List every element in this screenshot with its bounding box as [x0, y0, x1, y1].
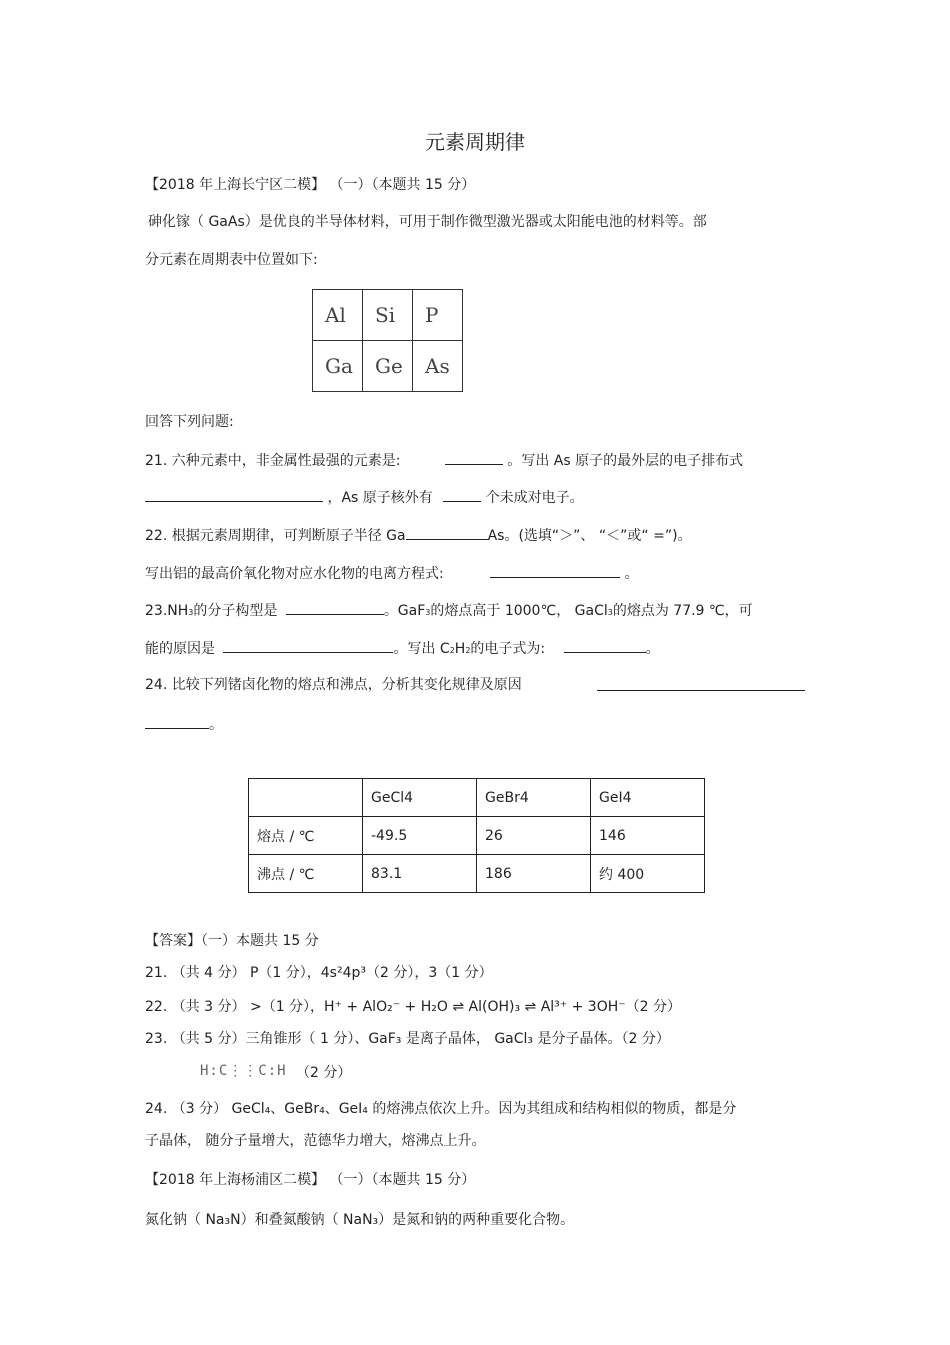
table-cell: 熔点 / ℃ [249, 817, 363, 855]
section2-intro: 氮化钠（ Na₃N）和叠氮酸钠（ NaN₃）是氮和钠的两种重要化合物。 [145, 1212, 575, 1228]
answer-header: 【答案】（一）本题共 15 分 [145, 933, 319, 949]
q21-text-a: 21. 六种元素中，非金属性最强的元素是: [145, 453, 401, 469]
answer-blank[interactable] [145, 486, 323, 502]
table-cell: 146 [591, 817, 705, 855]
q22-text-a: 22. 根据元素周期律，可判断原子半径 Ga [145, 528, 406, 544]
q23-text-g-mid: H [454, 641, 466, 657]
q21-text-b: 。写出 As 原子的最外层的电子排布式 [507, 453, 744, 469]
table-cell: 约 400 [591, 855, 705, 893]
answer-23-formula-score: （2 分） [296, 1065, 352, 1081]
answer-blank[interactable] [223, 637, 393, 653]
question-23 [145, 599, 753, 623]
question-24-cont [145, 713, 223, 735]
q23-text-h: 的电子式为: [470, 641, 546, 657]
q24-text-b: 。 [209, 717, 223, 733]
q23-text-c: 。GaF [383, 603, 426, 619]
page-title: 元素周期律 [425, 130, 525, 154]
q22-text-b: As。(选填“＞”、 “＜”或“ =”)。 [487, 528, 692, 544]
table-cell [249, 779, 363, 817]
intro-line1: 砷化镓（ GaAs）是优良的半导体材料，可用于制作微型激光器或太阳能电池的材料等。部 [148, 214, 707, 230]
q23-text-e: 的熔点为 77.9 ℃，可 [612, 603, 753, 619]
table-cell: 沸点 / ℃ [249, 855, 363, 893]
answer-23: 23. （共 5 分）三角锥形（ 1 分）、GaF₃ 是离子晶体， GaCl₃ 是分子晶体。（2 分） [145, 1031, 670, 1047]
section1-header: 【2018 年上海长宁区二模】 （一）（本题共 15 分） [145, 177, 476, 193]
germanium-halides-table [248, 778, 705, 893]
intro-line2: 分元素在周期表中位置如下: [145, 252, 318, 268]
table-row [249, 855, 705, 893]
q23-text-b: 的分子构型是 [193, 603, 278, 619]
answer-blank[interactable] [145, 713, 209, 729]
element-cell: Ga [313, 341, 363, 392]
formula-text: H:C⋮⋮C:H [200, 1063, 287, 1079]
q21-text-c: ，As 原子核外有 [327, 490, 433, 506]
question-21 [145, 449, 743, 471]
element-cell: P [413, 290, 463, 341]
question-22-cont [145, 562, 639, 584]
question-24: 24. 比较下列锗卤化物的熔点和沸点，分析其变化规律及原因 [145, 677, 522, 693]
periodic-table-excerpt [312, 289, 463, 392]
answer-blank[interactable] [443, 486, 481, 502]
answer-22: 22. （共 3 分） >（1 分），H⁺ + AlO₂⁻ + H₂O ⇌ Al(OH)₃ ⇌ Al³⁺ + 3OH⁻（2 分） [145, 999, 681, 1015]
section2-header: 【2018 年上海杨浦区二模】 （一）（本题共 15 分） [145, 1172, 476, 1188]
answer-blank[interactable] [406, 524, 488, 540]
subscript: 2 [465, 646, 471, 655]
answer-blank[interactable] [286, 599, 384, 615]
subscript: 3 [607, 608, 613, 617]
answer-blank[interactable] [445, 449, 503, 465]
periodic-row [313, 290, 463, 341]
answer-blank[interactable] [564, 637, 646, 653]
q23-text-a: 23.NH [145, 603, 189, 619]
table-cell: GeCl4 [363, 779, 477, 817]
element-cell: Si [363, 290, 413, 341]
answer-blank[interactable] [597, 675, 805, 691]
table-cell: 83.1 [363, 855, 477, 893]
element-cell: As [413, 341, 463, 392]
answer-21: 21. （共 4 分） P（1 分），4s²4p³（2 分），3（1 分） [145, 965, 493, 981]
periodic-row [313, 341, 463, 392]
table-header-row [249, 779, 705, 817]
subscript: 3 [188, 608, 194, 617]
table-cell: GeI4 [591, 779, 705, 817]
q23-text-i: 。 [645, 641, 660, 657]
q22-text-d: 。 [624, 566, 639, 582]
subscript: 2 [449, 646, 455, 655]
q23-text-g: 。写出 C [393, 641, 450, 657]
subscript: 3 [425, 608, 431, 617]
prompt-text: 回答下列问题: [145, 414, 234, 430]
question-23-cont [145, 637, 660, 661]
table-cell: 26 [477, 817, 591, 855]
element-cell: Ge [363, 341, 413, 392]
acetylene-electron-formula [200, 1063, 287, 1079]
answer-24-line1: 24. （3 分） GeCl₄、GeBr₄、GeI₄ 的熔沸点依次上升。因为其组成和结构相似的物质，都是分 [145, 1101, 737, 1117]
element-cell: Al [313, 290, 363, 341]
q21-text-d: 个未成对电子。 [485, 490, 584, 506]
q22-text-c: 写出铝的最高价氧化物对应水化物的电离方程式: [145, 566, 444, 582]
q23-text-d: 的熔点高于 1000℃， GaCl [430, 603, 608, 619]
table-cell: -49.5 [363, 817, 477, 855]
question-21-cont [145, 486, 584, 508]
q23-text-f: 能的原因是 [145, 641, 215, 657]
table-row [249, 817, 705, 855]
table-cell: 186 [477, 855, 591, 893]
table-cell: GeBr4 [477, 779, 591, 817]
answer-24-line2: 子晶体， 随分子量增大，范德华力增大，熔沸点上升。 [145, 1133, 486, 1149]
answer-blank[interactable] [490, 562, 620, 578]
question-22 [145, 524, 692, 546]
